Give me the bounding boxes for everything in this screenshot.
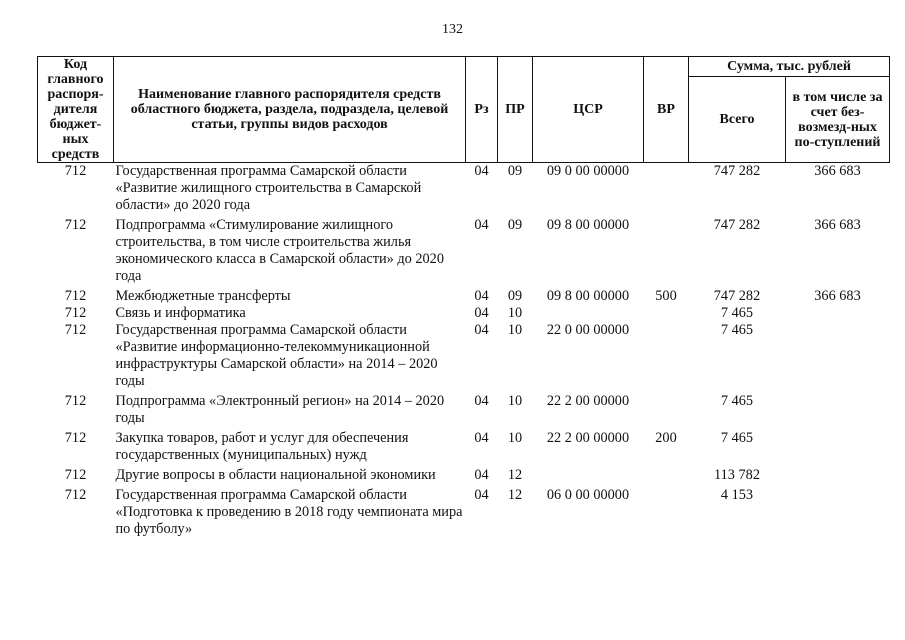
cell-rz: 04 [474,217,489,233]
cell-rz: 04 [474,487,489,503]
table-header [38,57,890,163]
cell-code: 712 [64,487,87,503]
cell-total: 7 465 [720,393,754,409]
cell-total: 747 282 [713,217,761,233]
cell-csr: 06 0 00 00000 [546,487,630,503]
cell-csr: 09 8 00 00000 [546,288,630,304]
cell-vr [644,217,689,288]
cell-name: Закупка товаров, работ и услуг для обеспечения государственных (муниципальных) нужд [115,430,409,463]
cell-code: 712 [64,288,87,304]
header-name: Наименование главного распорядителя средств областного бюджета, раздела, подраздела, целевой статьи, группы видов расходов [114,57,466,163]
header-vr: ВР [644,57,689,163]
header-csr: ЦСР [533,57,644,163]
header-rz: Рз [466,57,498,163]
cell-code: 712 [64,217,87,233]
cell-free: 366 683 [814,288,861,304]
cell-pr: 10 [507,305,523,321]
cell-code: 712 [64,163,87,179]
cell-pr: 12 [507,487,523,503]
cell-code: 712 [64,322,87,338]
cell-name: Государственная программа Самарской области «Подготовка к проведению в 2018 году чемпионата мира по футболу» [115,487,463,537]
cell-total: 7 465 [720,305,754,321]
budget-table [37,56,890,538]
cell-name: Подпрограмма «Стимулирование жилищного строительства, в том числе строительства жилья экономического класса в Самарской области» до 2020 года [115,217,444,284]
cell-total: 7 465 [720,322,754,338]
cell-csr [533,467,644,487]
cell-vr [644,305,689,322]
cell-rz: 04 [474,288,489,304]
cell-vr: 500 [655,288,677,304]
cell-vr [644,487,689,538]
cell-csr: 22 0 00 00000 [546,322,630,338]
cell-name: Государственная программа Самарской области «Развитие жилищного строительства в Самарской области» до 2020 года [115,163,422,213]
cell-vr: 200 [655,430,677,446]
cell-name: Связь и информатика [115,305,246,321]
cell-rz: 04 [474,305,489,321]
table-row [38,305,890,322]
cell-free [786,487,890,538]
cell-pr: 10 [507,430,523,446]
cell-code: 712 [64,430,87,446]
cell-name: Государственная программа Самарской области «Развитие информационно-телекоммуникационной инфраструктуры Самарской области» на 2014 – 2020 годы [115,322,438,389]
cell-csr: 22 2 00 00000 [546,393,630,409]
table-row [38,163,890,218]
cell-pr: 10 [507,322,523,338]
cell-name: Другие вопросы в области национальной экономики [115,467,436,483]
cell-total: 747 282 [713,288,761,304]
header-free: в том числе за счет без-возмезд-ных по-ступлений [786,77,890,163]
table-row [38,288,890,305]
cell-rz: 04 [474,393,489,409]
page-number: 132 [442,22,463,37]
cell-total: 4 153 [720,487,754,503]
cell-pr: 09 [507,163,523,179]
cell-free [786,305,890,322]
cell-pr: 10 [507,393,523,409]
cell-csr: 09 8 00 00000 [546,217,630,233]
cell-rz: 04 [474,430,489,446]
cell-pr: 12 [507,467,523,483]
table-row [38,217,890,288]
table-row [38,430,890,467]
table-row [38,467,890,487]
cell-rz: 04 [474,322,489,338]
cell-vr [644,393,689,430]
cell-csr: 09 0 00 00000 [546,163,630,179]
cell-pr: 09 [507,217,523,233]
header-total: Всего [689,77,786,163]
cell-csr: 22 2 00 00000 [546,430,630,446]
cell-free [786,393,890,430]
cell-code: 712 [64,305,87,321]
cell-total: 7 465 [720,430,754,446]
cell-name: Межбюджетные трансферты [115,288,291,304]
cell-total: 747 282 [713,163,761,179]
cell-rz: 04 [474,163,489,179]
cell-free [786,467,890,487]
cell-name: Подпрограмма «Электронный регион» на 2014 – 2020 годы [115,393,445,426]
header-pr: ПР [498,57,533,163]
table-row [38,487,890,538]
table-row [38,322,890,393]
cell-free [786,322,890,393]
cell-vr [644,322,689,393]
cell-csr [533,305,644,322]
cell-rz: 04 [474,467,489,483]
table-row [38,393,890,430]
cell-total: 113 782 [714,467,760,483]
cell-vr [644,163,689,218]
cell-free [786,430,890,467]
cell-pr: 09 [507,288,523,304]
cell-code: 712 [64,467,87,483]
cell-free: 366 683 [814,163,861,179]
cell-free: 366 683 [814,217,861,233]
cell-code: 712 [64,393,87,409]
table-body [38,163,890,539]
header-code: Код главного распоря-дителя бюджет-ных средств [38,57,114,163]
cell-vr [644,467,689,487]
header-sum-group: Сумма, тыс. рублей [689,57,890,77]
